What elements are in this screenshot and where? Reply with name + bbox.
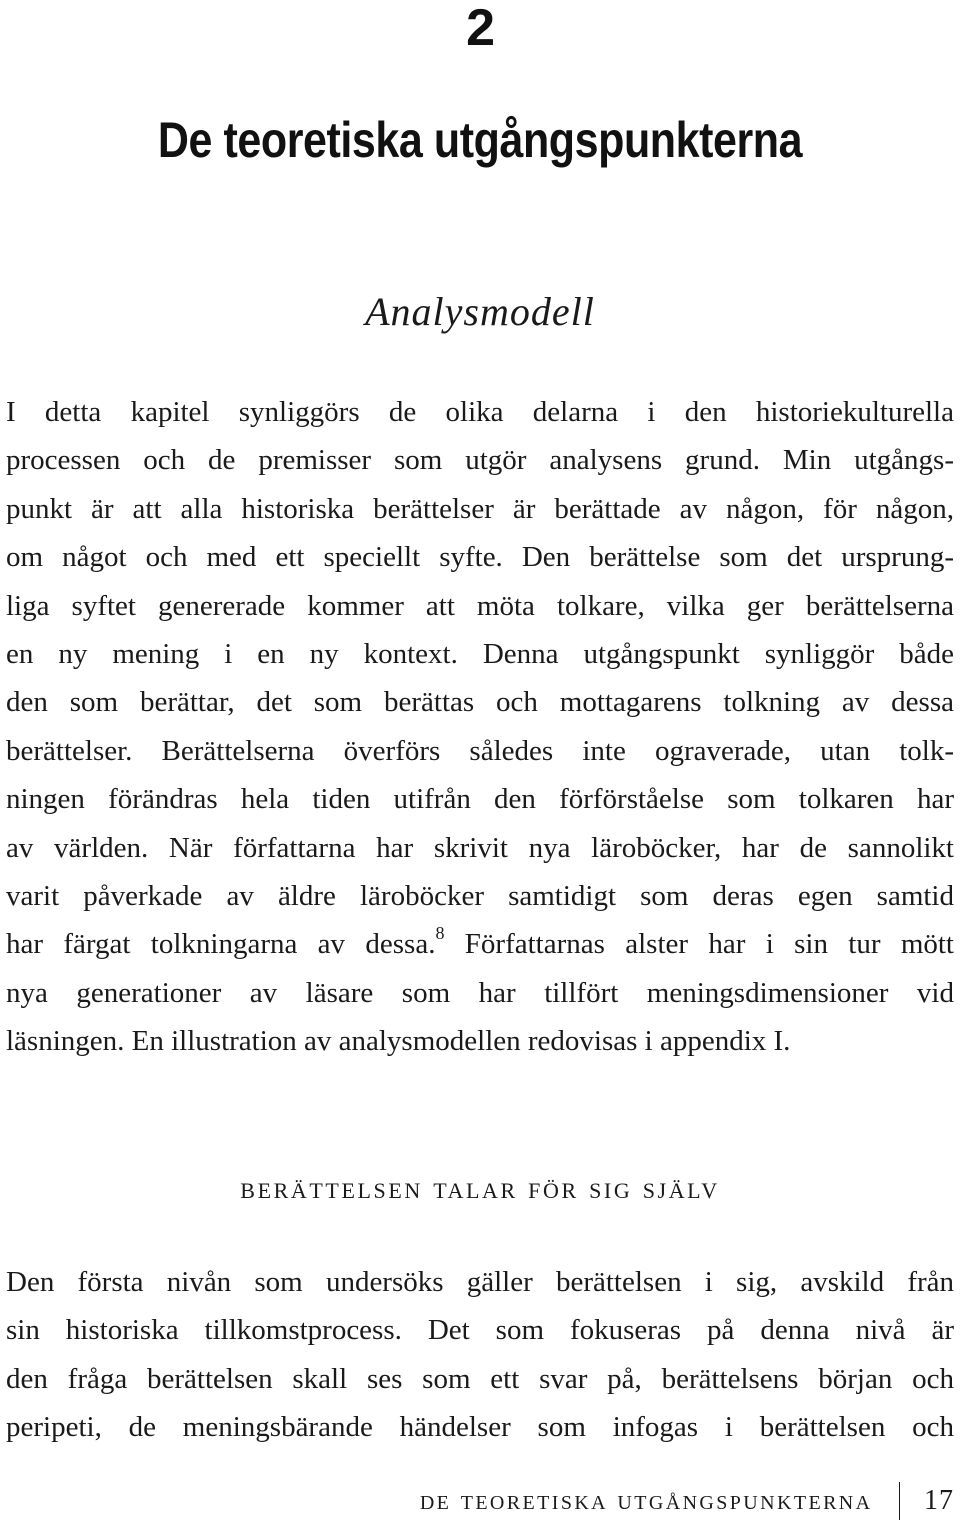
text-line: den fråga berättelsen skall ses som ett svar på, berättelsens början och [6,1362,954,1395]
text-line: av världen. När författarna har skrivit nya läroböcker, har de sannolikt [6,831,954,864]
text-line: den som berättar, det som berättas och mottagarens tolkning av dessa [6,686,954,719]
text-fragment: Författarnas alster har i sin tur mött [444,928,954,961]
text-line: läsningen. En illustration av analysmodellen redovisas i appendix I. [6,1025,791,1058]
body-paragraph-1 [6,388,954,1066]
page-number: 17 [924,1485,954,1516]
footer-divider [899,1482,901,1520]
text-line: Den första nivån som undersöks gäller berättelsen i sig, avskild från [6,1266,954,1298]
subsection-heading: berättelsen talar för sig själv [240,1170,720,1205]
text-line: varit påverkade av äldre läroböcker samtidigt som deras egen samtid [6,880,954,913]
section-heading: Analysmodell [365,289,595,334]
footer-running-title: de teoretiska utgångspunkterna [419,1485,873,1516]
text-fragment: har färgat tolkningarna av dessa. [6,928,436,961]
footnote-reference[interactable]: 8 [435,923,445,944]
text-line: punkt är att alla historiska berättelser är berättade av någon, för någon, [6,492,954,525]
text-line: I detta kapitel synliggörs de olika delarna i den historiekulturella [6,396,954,428]
text-line: processen och de premisser som utgör analysens grund. Min utgångs- [6,444,954,477]
text-line: liga syftet genererade kommer att möta tolkare, vilka ger berättelserna [6,589,954,622]
text-line: peripeti, de meningsbärande händelser som infogas i berättelsen och [6,1411,954,1444]
text-line: nya generationer av läsare som har tillfört meningsdimensioner vid [6,976,954,1009]
text-line: berättelser. Berättelserna överförs således inte ograverade, utan tolk- [6,734,954,767]
chapter-title: De teoretiska utgångspunkterna [157,112,803,168]
chapter-number: 2 [466,0,494,57]
body-paragraph-2 [6,1258,954,1452]
text-line: sin historiska tillkomstprocess. Det som fokuseras på denna nivå är [6,1314,954,1347]
text-line: en ny mening i en ny kontext. Denna utgångspunkt synliggör både [6,638,954,671]
text-line-with-footnote [6,920,954,968]
running-footer [420,1486,960,1516]
text-line: ningen förändras hela tiden utifrån den förförståelse som tolkaren har [6,783,954,816]
text-line: om något och med ett speciellt syfte. Den berättelse som det ursprung- [6,541,954,574]
